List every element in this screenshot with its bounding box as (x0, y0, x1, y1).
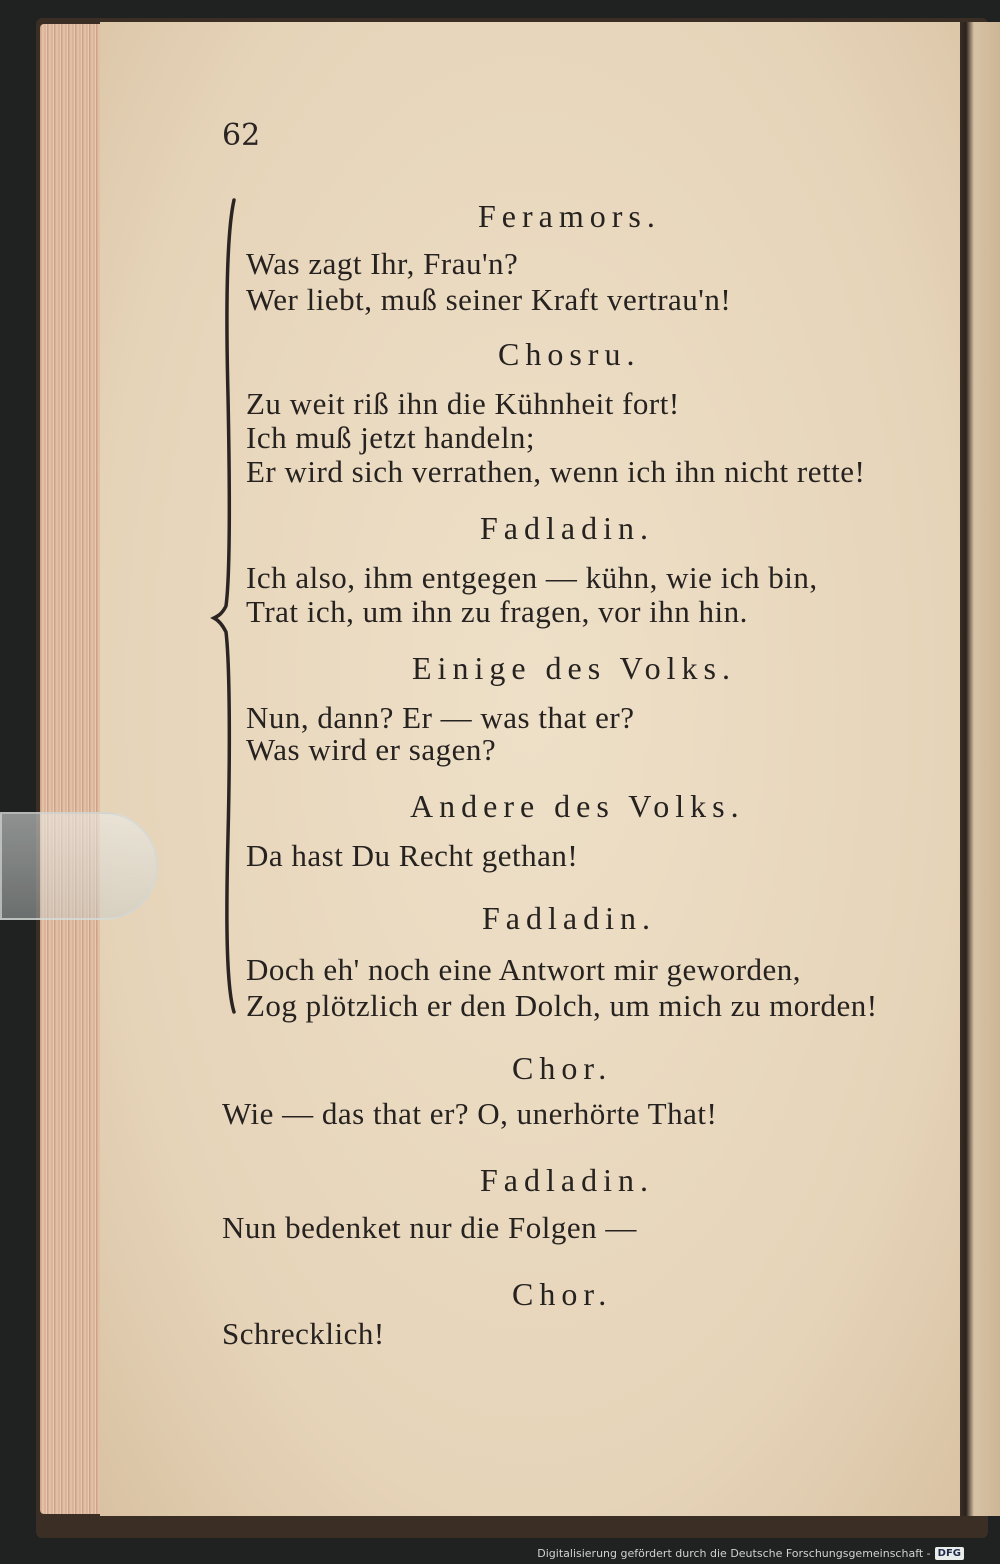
digitization-credit (537, 1547, 964, 1560)
verse-line: Wer liebt, muß seiner Kraft vertrau'n! (246, 282, 732, 317)
verse-line: Zu weit riß ihn die Kühnheit fort! (246, 386, 680, 421)
page-number: 62 (222, 118, 261, 153)
speaker-name: Andere des Volks. (410, 788, 745, 824)
verse-line: Schrecklich! (222, 1316, 385, 1351)
verse-line: Doch eh' noch eine Antwort mir geworden, (246, 952, 802, 987)
credit-text: Digitalisierung gefördert durch die Deutsche Forschungsgemeinschaft - (537, 1547, 931, 1560)
brace-icon (208, 196, 248, 1016)
verse-line: Trat ich, um ihn zu fragen, vor ihn hin. (246, 594, 748, 629)
speaker-name: Fadladin. (482, 900, 656, 936)
speaker-name: Chor. (512, 1050, 613, 1086)
verse-line: Ich muß jetzt handeln; (246, 420, 536, 455)
speaker-name: Chosru. (498, 336, 641, 372)
verse-line: Da hast Du Recht gethan! (246, 838, 579, 873)
speaker-name: Chor. (512, 1276, 613, 1312)
verse-line: Was wird er sagen? (246, 732, 497, 767)
dfg-logo: DFG (935, 1547, 964, 1560)
speaker-name: Feramors. (478, 198, 661, 234)
clear-bookmark (0, 812, 158, 920)
verse-line: Er wird sich verrathen, wenn ich ihn nicht rette! (246, 454, 866, 489)
verse-line: Nun, dann? Er — was that er? (246, 700, 635, 735)
verse-line: Wie — das that er? O, unerhörte That! (222, 1096, 718, 1131)
speaker-name: Fadladin. (480, 1162, 654, 1198)
speaker-name: Fadladin. (480, 510, 654, 546)
verse-line: Zog plötzlich er den Dolch, um mich zu morden! (246, 988, 878, 1023)
speaker-name: Einige des Volks. (412, 650, 736, 686)
verse-line: Ich also, ihm entgegen — kühn, wie ich bin, (246, 560, 818, 595)
verse-line: Was zagt Ihr, Frau'n? (246, 246, 519, 281)
verse-line: Nun bedenket nur die Folgen — (222, 1210, 637, 1245)
next-page-edge (960, 22, 1000, 1516)
